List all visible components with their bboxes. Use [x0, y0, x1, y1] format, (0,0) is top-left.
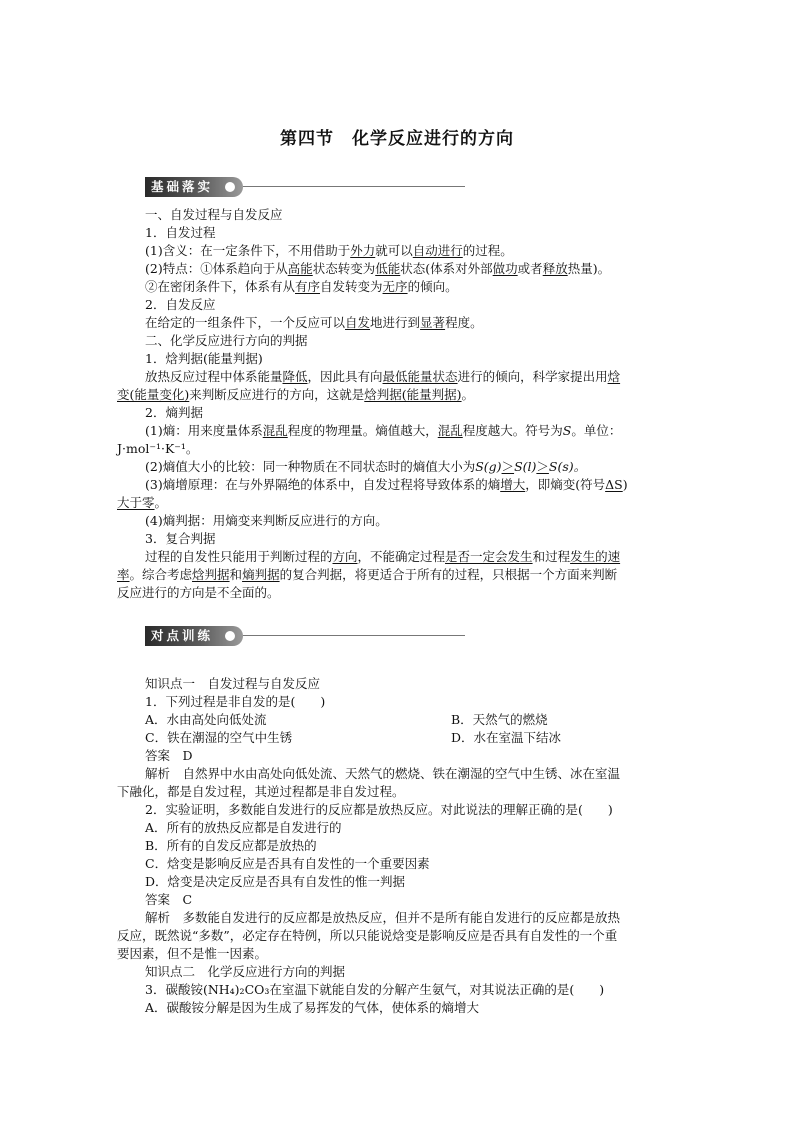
option-row [145, 729, 562, 746]
text-line: 2．自发反应 [145, 297, 216, 312]
explanation-text: 反应，既然说“多数”，必定存在特例，所以只能说焓变是影响反应是否具有自发性的一个重 [117, 928, 618, 943]
section-rule [243, 186, 465, 187]
text-line: (4)熵判据：用熵变来判断反应进行的方向。 [145, 513, 388, 528]
question-text: 3．碳酸铵(NH₄)₂CO₃在室温下就能自发的分解产生氨气，对其说法正确的是( ) [145, 982, 605, 997]
text-line: 过程的自发性只能用于判断过程的方向，不能确定过程是否一定会发生和过程发生的速 [145, 549, 621, 564]
text-line: 1．自发过程 [145, 225, 216, 240]
text-line: 一、自发过程与自发反应 [145, 207, 283, 222]
text-line: (2)熵值大小的比较：同一种物质在不同状态时的熵值大小为S(g)＞S(l)＞S(s)。 [145, 459, 587, 474]
answer-text: 答案 D [145, 748, 193, 763]
knowledge-point-heading: 知识点二 化学反应进行方向的判据 [145, 964, 346, 979]
text-line: 率。综合考虑焓判据和熵判据的复合判据，将更适合于所有的过程，只根据一个方面来判断 [117, 567, 618, 582]
text-line: 3．复合判据 [145, 531, 216, 546]
knowledge-point-heading: 知识点一 自发过程与自发反应 [145, 676, 321, 691]
option-row [145, 711, 548, 728]
text-line: 1．焓判据(能量判据) [145, 351, 263, 366]
text-line: 反应进行的方向是不全面的。 [117, 585, 280, 600]
option-c: C．焓变是影响反应是否具有自发性的一个重要因素 [145, 856, 430, 871]
text-line: 在给定的一组条件下，一个反应可以自发地进行到显著程度。 [145, 315, 483, 330]
text-line: (2)特点：①体系趋向于从高能状态转变为低能状态(体系对外部做功或者释放热量)。 [145, 261, 611, 276]
option-c: C．铁在潮湿的空气中生锈 [145, 730, 293, 745]
section-header-basics [145, 177, 465, 197]
option-a: A．碳酸铵分解是因为生成了易挥发的气体，使体系的熵增大 [145, 1000, 480, 1015]
page-title: 第四节 化学反应进行的方向 [280, 129, 514, 149]
option-d: D．焓变是决定反应是否具有自发性的惟一判据 [145, 874, 406, 889]
text-line: 2．熵判据 [145, 405, 203, 420]
text-line: (3)熵增原理：在与外界隔绝的体系中，自发过程将导致体系的熵增大，即熵变(符号ΔS) [145, 477, 628, 492]
explanation-text: 解析 多数能自发进行的反应都是放热反应，但并不是所有能自发进行的反应都是放热 [145, 910, 621, 925]
section-tab: 基础落实 [145, 177, 243, 197]
text-line: 大于零。 [117, 495, 168, 510]
explanation-text: 要因素，但不是惟一因素。 [117, 946, 268, 961]
answer-text: 答案 C [145, 892, 193, 907]
text-line: (1)熵：用来度量体系混乱程度的物理量。熵值越大，混乱程度越大。符号为S。单位： [145, 423, 622, 438]
text-line: 放热反应过程中体系能量降低，因此具有向最低能量状态进行的倾向，科学家提出用焓 [145, 369, 621, 384]
option-d: D．水在室温下结冰 [451, 730, 562, 745]
text-line: J·mol⁻¹·K⁻¹。 [117, 441, 199, 456]
bullet-dot-icon [225, 182, 235, 192]
explanation-text: 解析 自然界中水由高处向低处流、天然气的燃烧、铁在潮湿的空气中生锈、冰在室温 [145, 766, 621, 781]
text-line: 二、化学反应进行方向的判据 [145, 333, 308, 348]
text-line: ②在密闭条件下，体系有从有序自发转变为无序的倾向。 [145, 279, 458, 294]
section-tab: 对点训练 [145, 626, 243, 646]
option-b: B．天然气的燃烧 [451, 712, 548, 727]
text-line: (1)含义：在一定条件下，不用借助于外力就可以自动进行的过程。 [145, 243, 513, 258]
option-a: A．所有的放热反应都是自发进行的 [145, 820, 342, 835]
explanation-text: 下融化，都是自发过程，其逆过程都是非自发过程。 [117, 784, 405, 799]
section-header-training [145, 626, 465, 646]
option-b: B．所有的自发反应都是放热的 [145, 838, 317, 853]
question-text: 2．实验证明，多数能自发进行的反应都是放热反应。对此说法的理解正确的是( ) [145, 802, 613, 817]
section-rule [243, 635, 465, 636]
bullet-dot-icon [225, 631, 235, 641]
option-a: A．水由高处向低处流 [145, 712, 267, 727]
text-line: 变(能量变化)来判断反应进行的方向，这就是焓判据(能量判据)。 [117, 387, 475, 402]
question-text: 1．下列过程是非自发的是( ) [145, 694, 326, 709]
